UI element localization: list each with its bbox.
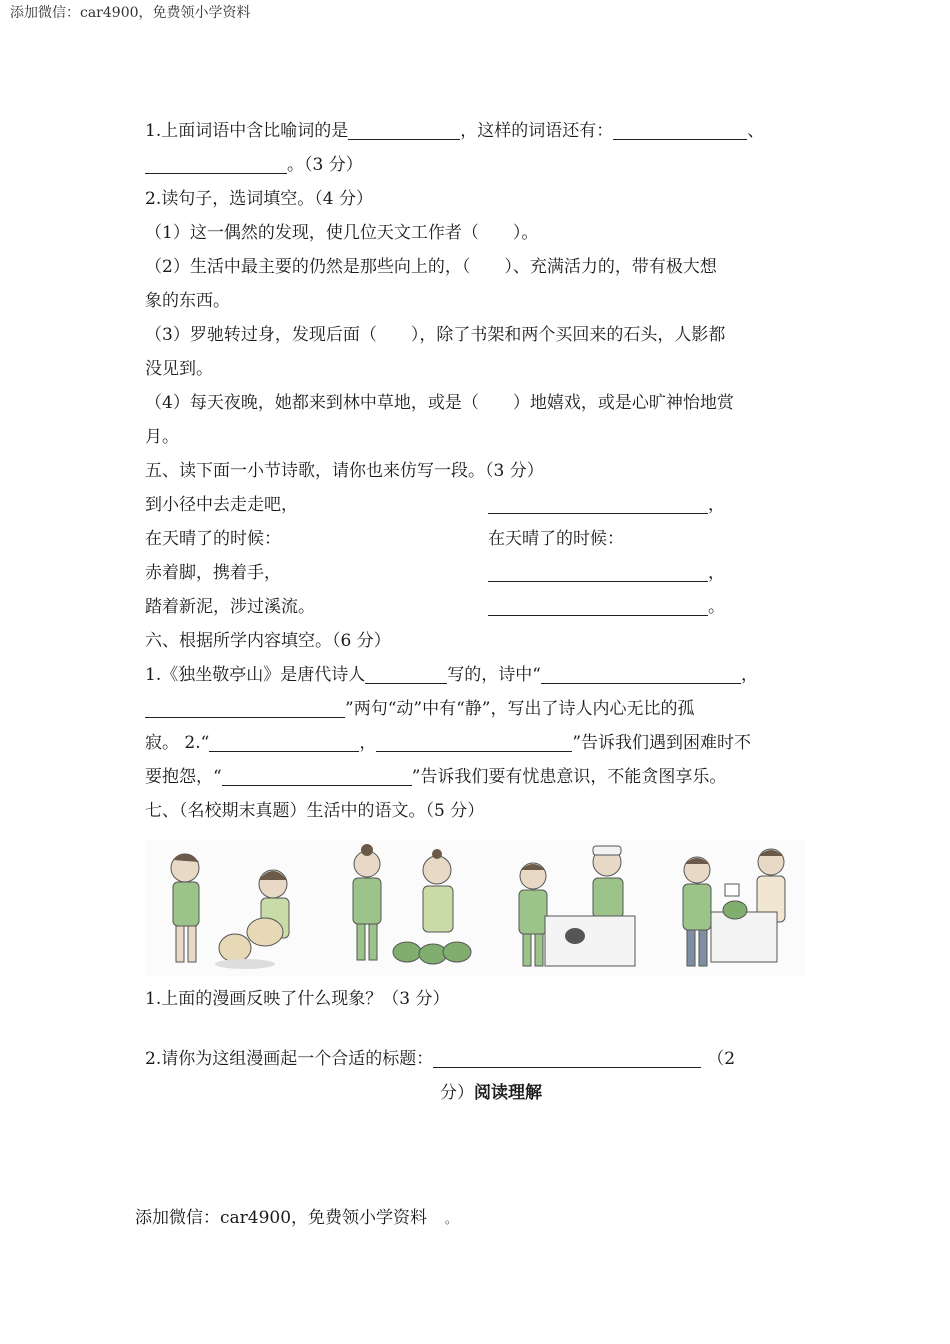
comic-strip [145, 840, 805, 976]
comic-panel-2 [353, 844, 471, 964]
poem-line-1 [145, 488, 815, 522]
footer-note [135, 1203, 457, 1228]
q2-sentence-1: （1）这一偶然的发现，使几位天文工作者（ ）。 [145, 223, 539, 243]
poem-text: 在天晴了的时候： [145, 529, 281, 549]
q1-line-1 [145, 114, 815, 148]
poem-text: 赤着脚，携着手， [145, 563, 281, 583]
sec7-text: （2 [707, 1049, 736, 1069]
sec7-title: 七、（名校期末真题）生活中的语文。（5 分） [145, 801, 485, 821]
poem-text: 到小径中去走走吧， [145, 495, 298, 515]
sec6-text: ， [359, 733, 377, 753]
q1-text: 、 [747, 121, 765, 141]
poem-line-3 [145, 556, 815, 590]
sec6-line-3 [145, 726, 815, 760]
answer-blank[interactable] [222, 763, 412, 786]
answer-blank[interactable] [541, 661, 741, 684]
poem-text: 在天晴了的时候： [488, 529, 624, 549]
answer-blank[interactable] [348, 117, 460, 140]
answer-blank[interactable] [365, 661, 447, 684]
q2-sentence-2a: （2）生活中最主要的仍然是那些向上的，（ ）、充满活力的，带有极大想 [145, 257, 717, 277]
punct: 。 [708, 597, 725, 617]
q1-text: 1.上面词语中含比喻词的是 [145, 121, 349, 141]
sec6-line-2 [145, 692, 815, 726]
q2-sentence-4b: 月。 [145, 427, 179, 447]
sec6-line-4 [145, 760, 815, 794]
comic-panel-3 [519, 846, 635, 966]
sec6-text: 1.《独坐敬亭山》是唐代诗人 [145, 665, 366, 685]
answer-blank[interactable] [613, 117, 747, 140]
sec6-text: 要抱怨，“ [145, 767, 222, 787]
poem-text: 踏着新泥，涉过溪流。 [145, 597, 315, 617]
q1-text: ，这样的词语还有： [460, 121, 614, 141]
comic-panel-1 [171, 853, 289, 969]
sec7-text: 分） [440, 1083, 474, 1103]
q2-title: 2.读句子，选词填空。（4 分） [145, 189, 373, 209]
answer-blank[interactable] [376, 729, 572, 752]
q2-sentence-3b: 没见到。 [145, 359, 213, 379]
punct: ， [708, 563, 725, 583]
answer-blank[interactable] [488, 559, 708, 582]
header-note: 添加微信：car4900，免费领小学资料 [10, 5, 251, 21]
sec6-title: 六、根据所学内容填空。（6 分） [145, 631, 391, 651]
q2-sentence-4a: （4）每天夜晚，她都来到林中草地，或是（ ）地嬉戏，或是心旷神怡地赏 [145, 393, 734, 413]
q2-sentence-2b: 象的东西。 [145, 291, 230, 311]
sec7-text: 2.请你为这组漫画起一个合适的标题： [145, 1049, 434, 1069]
comic-panel-4 [683, 849, 785, 966]
footer-mark: 。 [445, 1212, 458, 1226]
sec6-text: 写的，诗中“ [447, 665, 541, 685]
answer-blank[interactable] [209, 729, 359, 752]
spacer [145, 1016, 815, 1042]
answer-blank[interactable] [145, 151, 287, 174]
sec6-text: ， [740, 665, 758, 685]
poem-line-4 [145, 590, 815, 624]
punct: ， [708, 495, 725, 515]
q2-sentence-3a: （3）罗驰转过身，发现后面（ ），除了书架和两个买回来的石头，人影都 [145, 325, 726, 345]
sec6-text: ”告诉我们要有忧患意识，不能贪图享乐。 [411, 767, 727, 787]
sec7-q2 [145, 1042, 815, 1076]
answer-blank[interactable] [488, 593, 708, 616]
sec7-q1: 1.上面的漫画反映了什么现象？（3 分） [145, 989, 450, 1009]
answer-blank[interactable] [145, 695, 345, 718]
sec5-title: 五、读下面一小节诗歌，请你也来仿写一段。（3 分） [145, 461, 544, 481]
sec7-q2-tail [145, 1076, 815, 1110]
sec6-text: ”告诉我们遇到困难时不 [572, 733, 752, 753]
q1-line-2 [145, 148, 815, 182]
q1-score: 。（3 分） [287, 155, 363, 175]
footer-text: 添加微信：car4900，免费领小学资料 [135, 1208, 428, 1228]
sec6-text: ”两句“动”中有“静”，写出了诗人内心无比的孤 [345, 699, 695, 719]
sec6-line-1 [145, 658, 815, 692]
title-answer-blank[interactable] [433, 1045, 701, 1068]
section-heading-reading: 阅读理解 [474, 1083, 542, 1103]
worksheet-body [145, 114, 815, 1110]
answer-blank[interactable] [488, 491, 708, 514]
comic-illustration [145, 840, 805, 976]
sec6-text: 寂。 2.“ [145, 733, 210, 753]
poem-line-2 [145, 522, 815, 556]
